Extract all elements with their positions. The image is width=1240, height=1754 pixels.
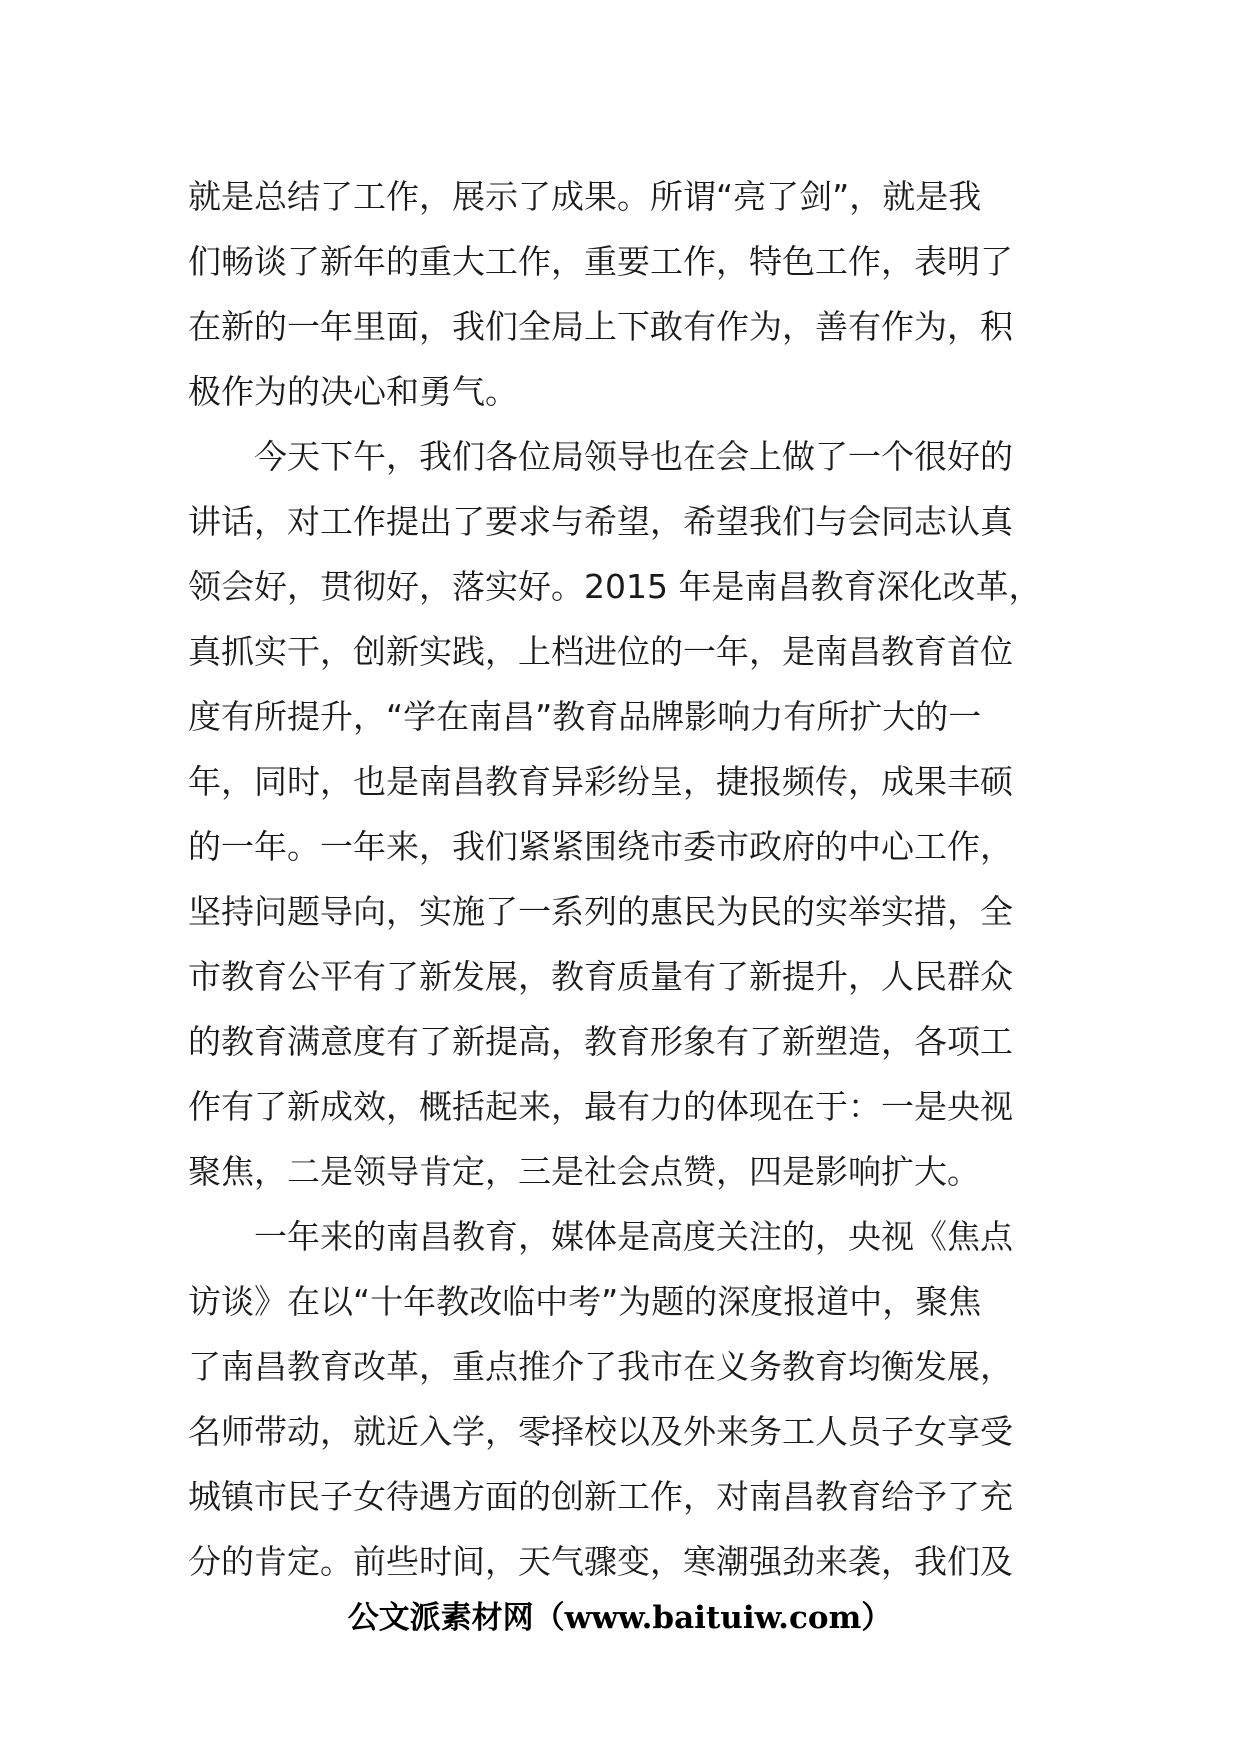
text-line: 就是总结了工作，展示了成果。所谓“亮了剑”，就是我 xyxy=(188,177,982,216)
text-line: 的教育满意度有了新提高，教育形象有了新塑造，各项工 xyxy=(188,1022,1013,1061)
text-line: 坚持问题导向，实施了一系列的惠民为民的实举实措，全 xyxy=(188,892,1013,931)
text-line: 一年来的南昌教育，媒体是高度关注的，央视《焦点 xyxy=(188,1217,1013,1256)
text-line: 度有所提升，“学在南昌”教育品牌影响力有所扩大的一 xyxy=(188,697,982,736)
text-line: 分的肯定。前些时间，天气骤变，寒潮强劲来袭，我们及 xyxy=(188,1542,1013,1581)
text-line: 们畅谈了新年的重大工作，重要工作，特色工作，表明了 xyxy=(188,242,1013,281)
text-line: 年，同时，也是南昌教育异彩纷呈，捷报频传，成果丰硕 xyxy=(188,762,1013,801)
text-line: 领会好，贯彻好，落实好。2015 年是南昌教育深化改革， xyxy=(188,567,1042,606)
text-line: 了南昌教育改革，重点推介了我市在义务教育均衡发展， xyxy=(188,1347,1013,1386)
text-line: 的一年。一年来，我们紧紧围绕市委市政府的中心工作， xyxy=(188,827,1013,866)
document-body xyxy=(188,164,1058,1594)
text-line: 真抓实干，创新实践，上档进位的一年，是南昌教育首位 xyxy=(188,632,1013,671)
text-line: 市教育公平有了新发展，教育质量有了新提升，人民群众 xyxy=(188,957,1013,996)
text-line: 今天下午，我们各位局领导也在会上做了一个很好的 xyxy=(188,437,1013,476)
text-line: 访谈》在以“十年教改临中考”为题的深度报道中，聚焦 xyxy=(188,1282,982,1321)
text-line: 极作为的决心和勇气。 xyxy=(188,372,518,411)
text-line: 聚焦，二是领导肯定，三是社会点赞，四是影响扩大。 xyxy=(188,1152,980,1191)
page-footer: 公文派素材网（www.baituiw.com） xyxy=(347,1600,893,1636)
text-line: 城镇市民子女待遇方面的创新工作，对南昌教育给予了充 xyxy=(188,1477,1013,1516)
text-line: 在新的一年里面，我们全局上下敢有作为，善有作为，积 xyxy=(188,307,1013,346)
text-line: 作有了新成效，概括起来，最有力的体现在于：一是央视 xyxy=(188,1087,1013,1126)
text-line: 名师带动，就近入学，零择校以及外来务工人员子女享受 xyxy=(188,1412,1013,1451)
text-line: 讲话，对工作提出了要求与希望，希望我们与会同志认真 xyxy=(188,502,1013,541)
